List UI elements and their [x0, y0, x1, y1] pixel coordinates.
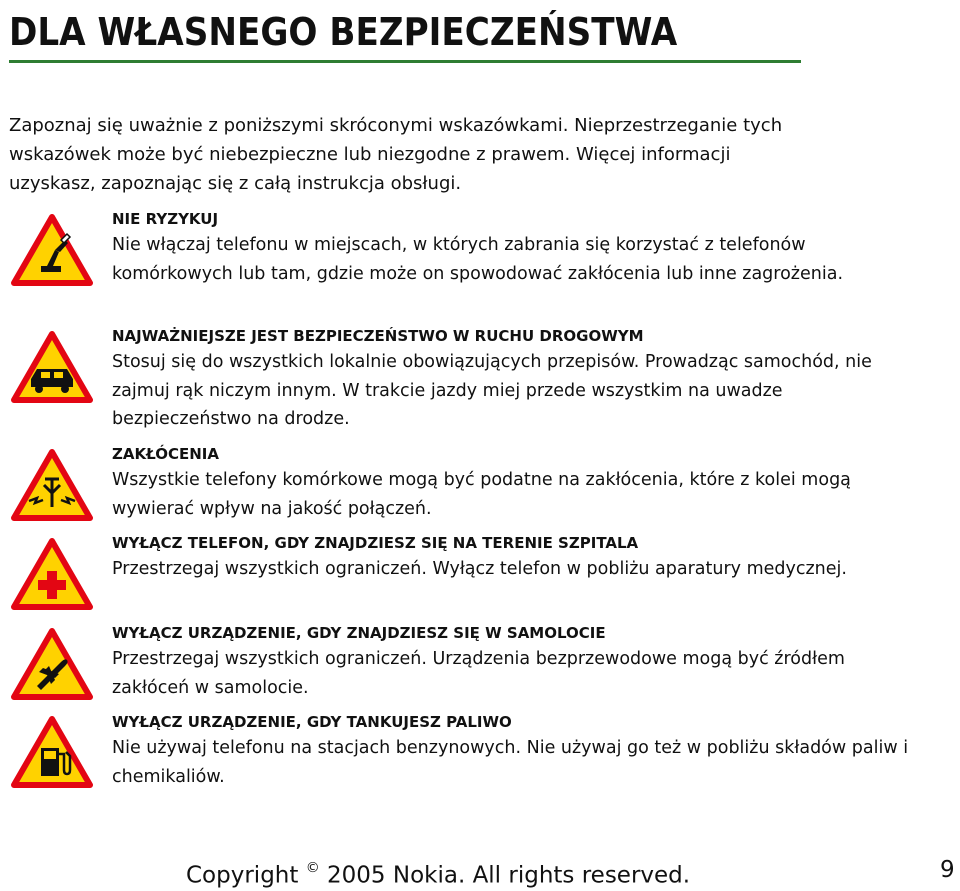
safety-section-interference: [112, 444, 912, 523]
section-body: Nie włączaj telefonu w miejscach, w których zabrania się korzystać z telefonów komórkowych lub tam, gdzie może on spowodować zakłócenia lub inne zagrożenia.: [112, 235, 844, 284]
section-title: WYŁĄCZ URZĄDZENIE, GDY TANKUJESZ PALIWO: [112, 713, 512, 731]
car-icon: [11, 331, 93, 403]
copyright-word: Copyright: [186, 862, 299, 889]
section-title: ZAKŁÓCENIA: [112, 445, 219, 463]
safety-section-hospitals: [112, 533, 912, 584]
page-title: DLA WŁASNEGO BEZPIECZEŃSTWA: [9, 10, 678, 54]
section-title: NIE RYZYKUJ: [112, 210, 219, 228]
section-body: Przestrzegaj wszystkich ograniczeń. Urządzenia bezprzewodowe mogą być źródłem zakłóceń w samolocie.: [112, 649, 845, 698]
copyright-notice: [186, 855, 690, 891]
page-number: 9: [940, 857, 955, 883]
section-body: Wszystkie telefony komórkowe mogą być podatne na zakłócenia, które z kolei mogą wywierać wpływ na jakość połączeń.: [112, 470, 851, 519]
section-body: Przestrzegaj wszystkich ograniczeń. Wyłącz telefon w pobliżu aparatury medycznej.: [112, 559, 847, 579]
safety-section-switch-on-safely: [112, 209, 912, 288]
medical-cross-icon: [11, 538, 93, 610]
section-title: NAJWAŻNIEJSZE JEST BEZPIECZEŃSTWO W RUCHU DROGOWYM: [112, 327, 644, 345]
section-title: WYŁĄCZ URZĄDZENIE, GDY ZNAJDZIESZ SIĘ W SAMOLOCIE: [112, 624, 606, 642]
safety-section-refuelling: [112, 712, 912, 791]
copyright-symbol: ©: [305, 860, 320, 876]
section-title: WYŁĄCZ TELEFON, GDY ZNAJDZIESZ SIĘ NA TERENIE SZPITALA: [112, 534, 639, 552]
airplane-icon: [11, 628, 93, 700]
safety-section-road-safety: [112, 326, 912, 434]
fuel-pump-icon: [11, 716, 93, 788]
hand-switch-icon: [11, 214, 93, 286]
antenna-interference-icon: [11, 449, 93, 521]
title-divider: [9, 60, 801, 63]
section-body: Nie używaj telefonu na stacjach benzynowych. Nie używaj go też w pobliżu składów paliw i chemikaliów.: [112, 738, 909, 787]
copyright-text: 2005 Nokia. All rights reserved.: [327, 862, 691, 889]
intro-paragraph: Zapoznaj się uważnie z poniższymi skróconymi wskazówkami. Nieprzestrzeganie tych wskazówek może być niebezpieczne lub niezgodne z prawem. Więcej informacji uzyskasz, zapoznając się z całą instrukcja obsługi.: [9, 115, 783, 194]
section-body: Stosuj się do wszystkich lokalnie obowiązujących przepisów. Prowadząc samochód, nie zajmuj rąk niczym innym. W trakcie jazdy miej przede wszystkim na uwadze bezpieczeństwo na drodze.: [112, 352, 872, 429]
safety-section-aircraft: [112, 623, 912, 702]
